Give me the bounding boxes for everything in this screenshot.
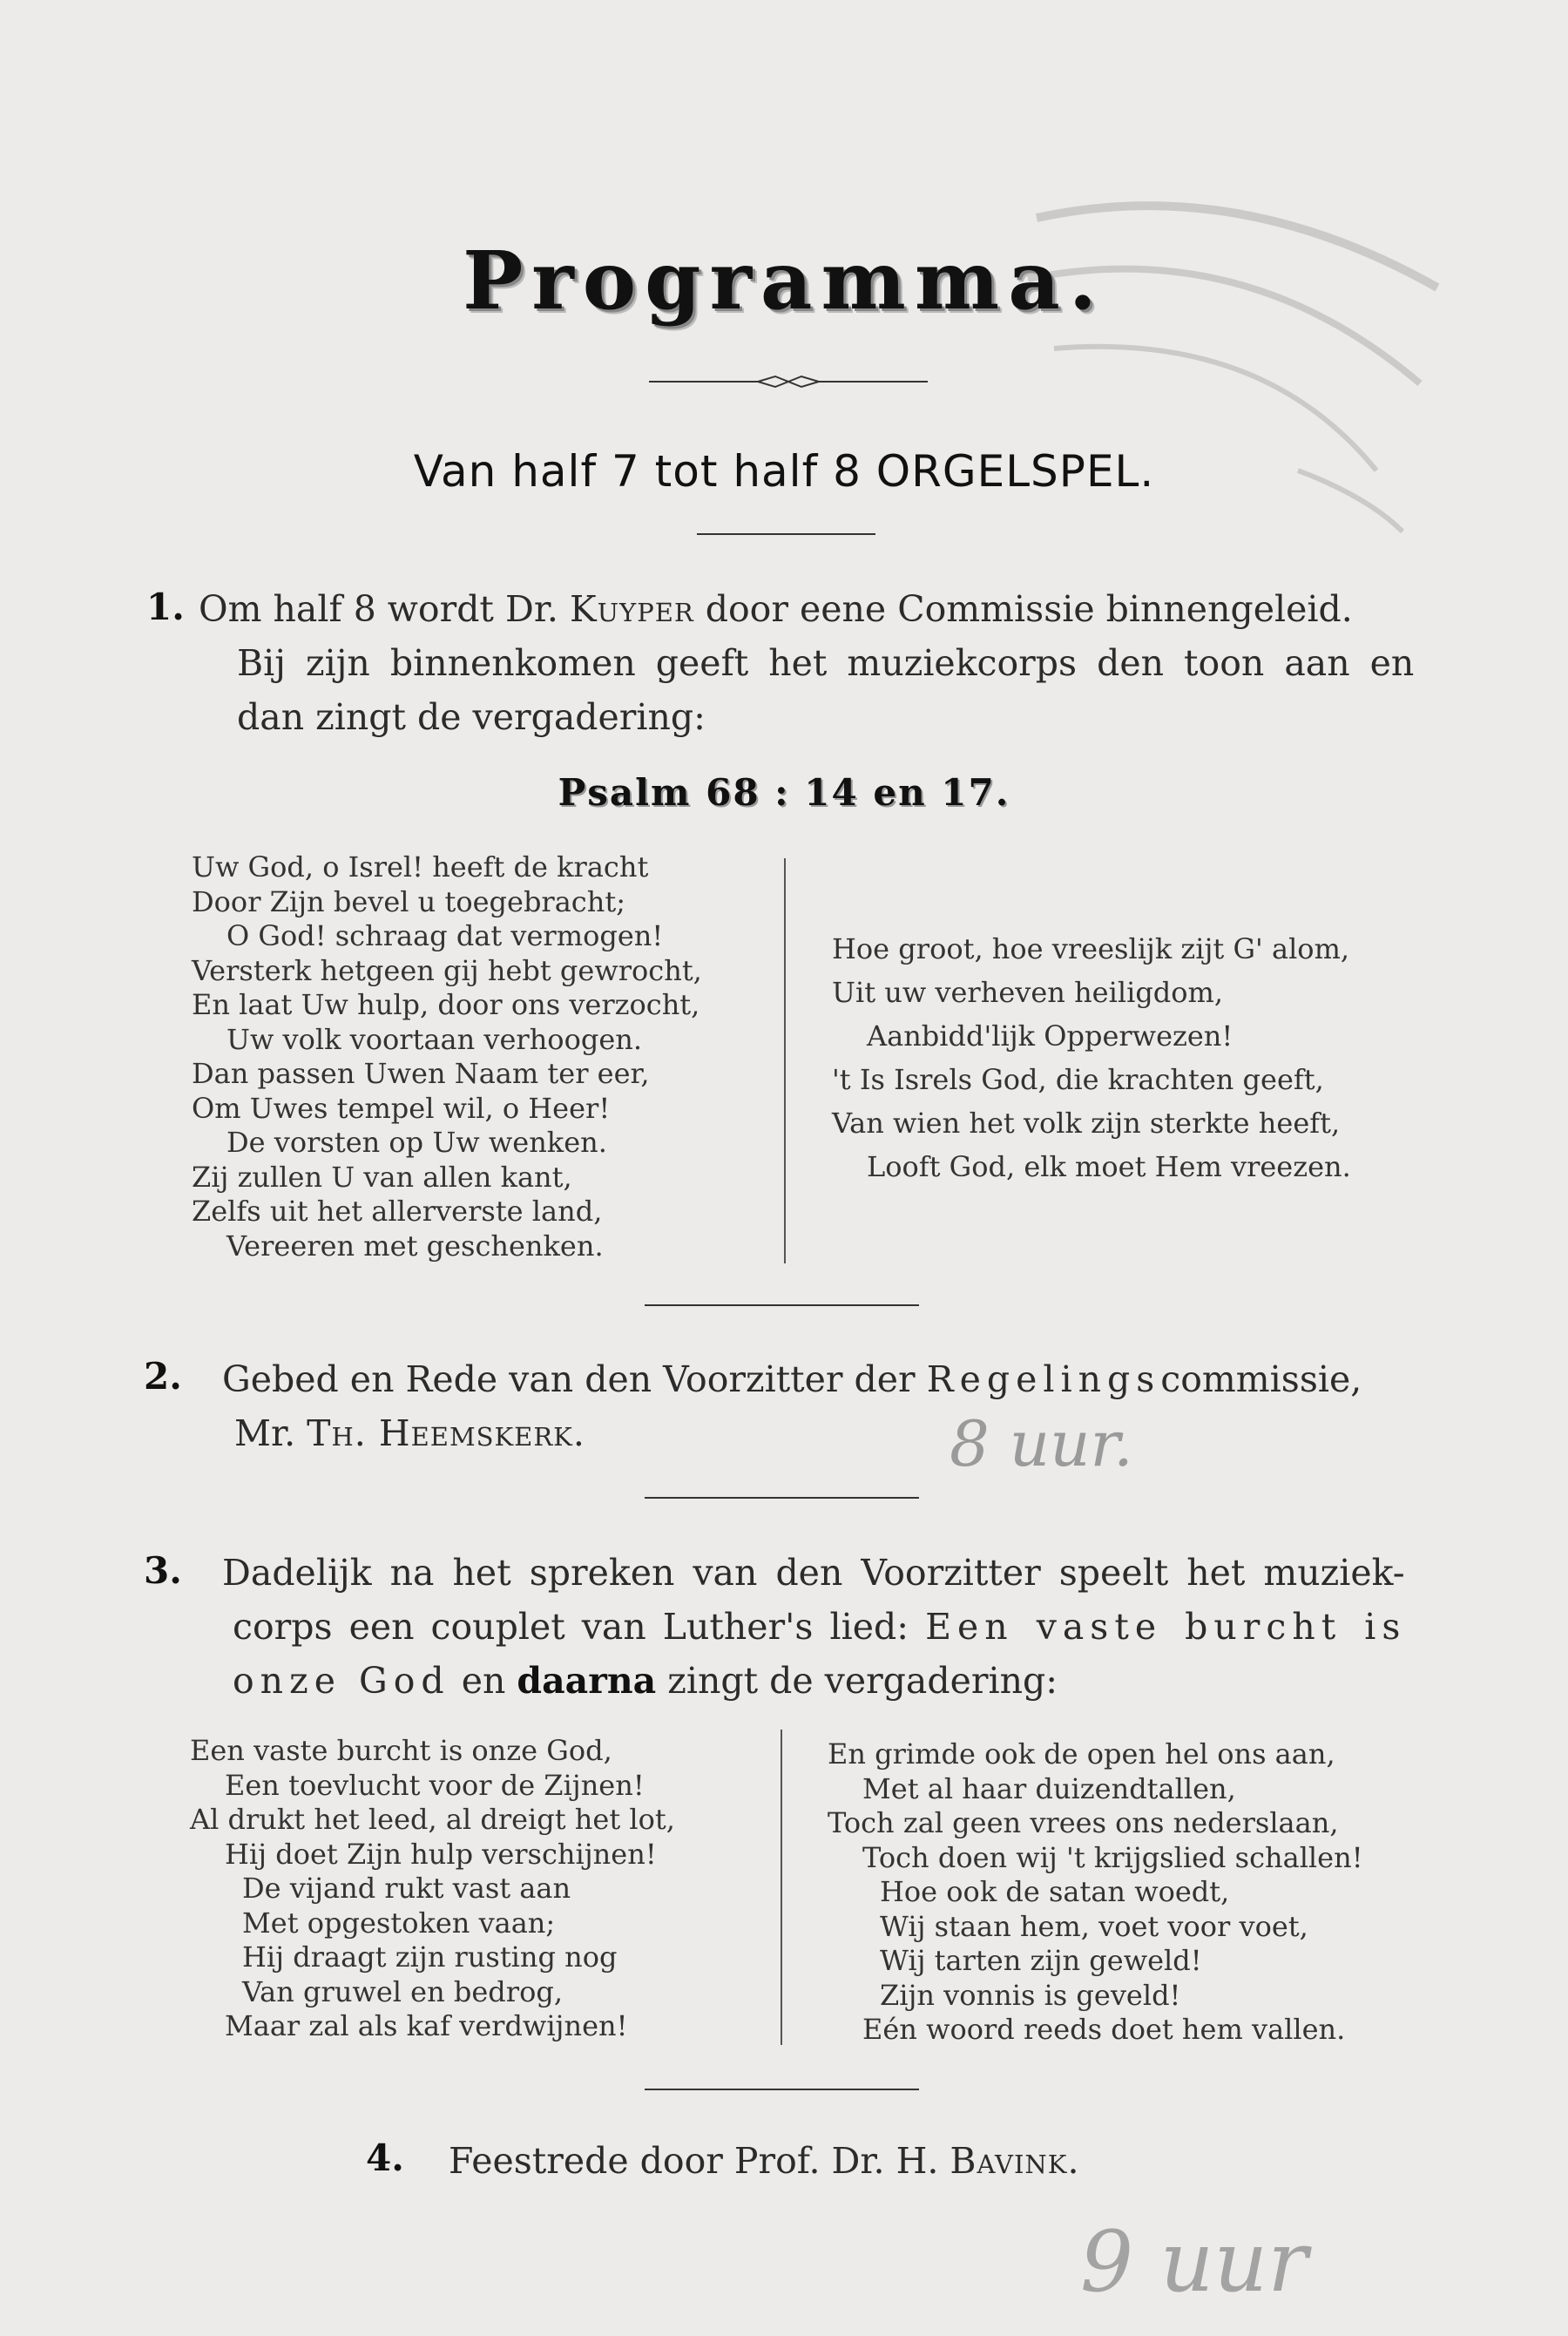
verse-line: De vijand rukt vast aan [242,1872,571,1905]
item-3-daarna: daarna [517,1660,657,1702]
item-4-line-c: . [1067,2140,1079,2182]
item-3-line1: Dadelijk na het spreken van den Voorzitter speelt het muziek- [222,1552,1405,1594]
verse-column-divider [784,858,786,1263]
verse-line: En grimde ook de open hel ons aan, [828,1737,1335,1771]
item-2-line2a: Mr. [234,1412,308,1454]
hymn-verse-left [190,1734,675,2044]
verse-line: Hoe groot, hoe vreeslijk zijt G' alom, [832,932,1350,965]
item-2-line1c: commissie, [1160,1358,1362,1400]
song-title: Een vaste burcht is [925,1606,1407,1648]
item-2-text [222,1352,1433,1460]
psalm-verse-right [832,927,1351,1188]
item-3-line3d: zingt de vergadering: [656,1660,1058,1702]
item-3-text [222,1546,1433,1708]
verse-column-divider [781,1730,782,2045]
page-title: Programma. [463,234,1105,328]
hymn-verse-right [828,1737,1363,2048]
verse-line: Aanbidd'lijk Opperwezen! [867,1019,1233,1053]
subtitle: Van half 7 tot half 8 ORGELSPEL. [413,446,1155,497]
speaker-name: Th. Heemskerk [307,1412,573,1454]
verse-line: Vereeren met geschenken. [226,1229,604,1263]
item-number: 2. [144,1355,182,1398]
item-4-text [449,2134,1079,2188]
verse-line: Met opgestoken vaan; [242,1906,556,1940]
item-1-line1a: Om half 8 wordt Dr. [199,588,570,630]
verse-line: Maar zal als kaf verdwijnen! [225,2009,628,2042]
verse-line: Uw volk voortaan verhoogen. [226,1022,643,1056]
verse-line: Hij doet Zijn hulp verschijnen! [225,1837,657,1871]
item-number: 4. [366,2136,404,2179]
verse-line: Zijn vonnis is geveld! [880,1978,1181,2012]
verse-line: Versterk hetgeen gij hebt gewrocht, [192,953,702,987]
verse-line: Toch doen wij 't krijgslied schallen! [862,1840,1363,1874]
speaker-name: Bavink [950,2140,1068,2182]
item-number: 1. [146,586,185,628]
verse-line: Hoe ook de satan woedt, [880,1875,1230,1908]
item-1-line2: Bij zijn binnenkomen geeft het muziekcorps den toon aan en [237,642,1415,684]
verse-line: Al drukt het leed, al dreigt het lot, [190,1803,675,1836]
verse-line: Uw God, o Isrel! heeft de kracht [192,850,649,884]
verse-line: Van wien het volk zijn sterkte heeft, [832,1107,1341,1140]
verse-line: De vorsten op Uw wenken. [226,1126,607,1159]
item-1-line1c: door eene Commissie binnengeleid. [693,588,1353,630]
divider [645,1497,919,1499]
item-2-line1b: Regelings [926,1358,1161,1400]
verse-line: Zij zullen U van allen kant, [192,1160,572,1194]
verse-line: Van gruwel en bedrog, [242,1974,563,2008]
item-1-text [199,582,1427,744]
item-4-line-a: Feestrede door Prof. Dr. H. [449,2140,950,2182]
ornament-divider [649,373,928,390]
song-title-end: onze God [233,1660,450,1702]
psalm-title: Psalm 68 : 14 en 17. [558,771,1010,814]
handwritten-note: 9 uur [1080,2213,1308,2311]
verse-line: Wij tarten zijn geweld! [880,1944,1202,1977]
verse-line: Wij staan hem, voet voor voet, [880,1909,1308,1943]
verse-line: Hij draagt zijn rusting nog [242,1940,618,1974]
item-1-line3: dan zingt de vergadering: [237,696,706,738]
item-3-line2a: corps een couplet van Luther's lied: [233,1606,926,1648]
item-3-line3b: en [449,1660,517,1702]
verse-line: Zelfs uit het allerverste land, [192,1195,603,1228]
psalm-verse-left [192,850,702,1263]
item-number: 3. [144,1549,182,1592]
handwritten-note: 8 uur. [950,1407,1133,1480]
verse-line: Uit uw verheven heiligdom, [832,976,1224,1009]
speaker-name: Kuyper [569,588,694,630]
verse-line: Om Uwes tempel wil, o Heer! [192,1091,611,1125]
verse-line: Een vaste burcht is onze God, [190,1734,612,1767]
item-2-line2c: . [572,1412,585,1454]
verse-line: 't Is Isrels God, die krachten geeft, [832,1063,1324,1096]
verse-line: O God! schraag dat vermogen! [226,919,664,952]
verse-line: Eén woord reeds doet hem vallen. [862,2013,1346,2046]
divider [645,2089,919,2090]
item-2-line1a: Gebed en Rede van den Voorzitter der [222,1358,927,1400]
divider [645,1304,919,1306]
verse-line: En laat Uw hulp, door ons verzocht, [192,988,700,1021]
verse-line: Een toevlucht voor de Zijnen! [225,1768,645,1802]
verse-line: Met al haar duizendtallen, [862,1771,1236,1805]
divider [697,533,875,535]
verse-line: Looft God, elk moet Hem vreezen. [867,1150,1351,1183]
verse-line: Toch zal geen vrees ons nederslaan, [828,1806,1339,1839]
verse-line: Dan passen Uwen Naam ter eer, [192,1057,650,1090]
verse-line: Door Zijn bevel u toegebracht; [192,884,625,918]
